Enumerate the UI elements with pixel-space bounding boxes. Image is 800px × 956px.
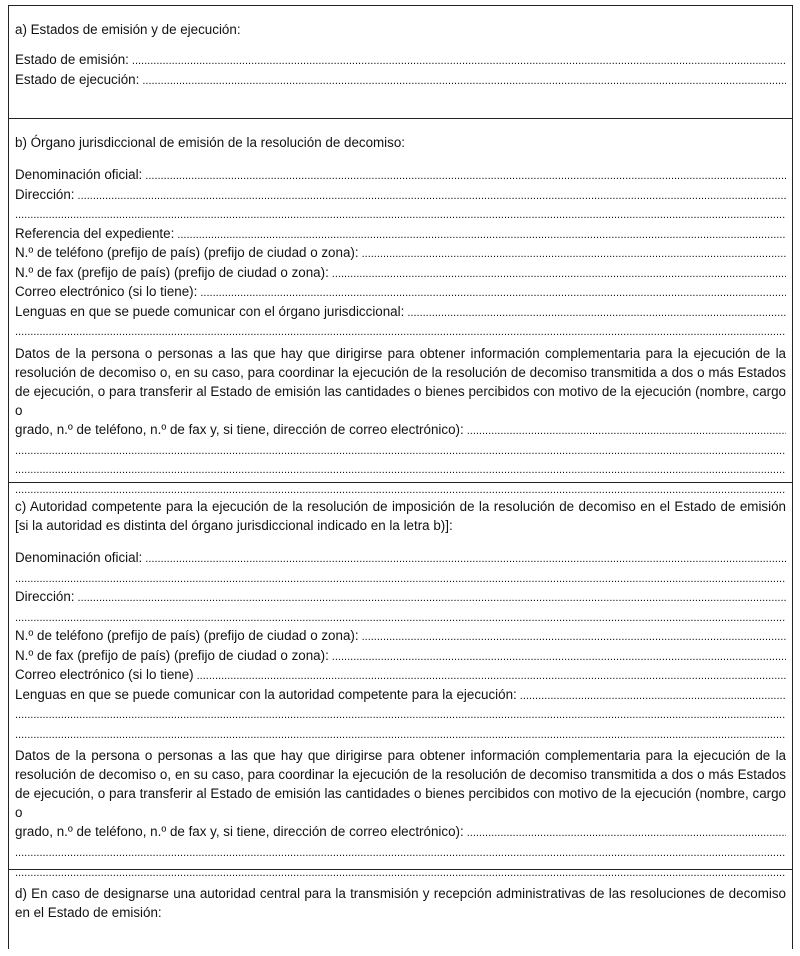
field-direccion[interactable] (15, 588, 786, 608)
section-c (8, 482, 793, 870)
dotted-line (197, 666, 786, 686)
field-lenguas-cont[interactable] (15, 322, 786, 342)
field-label: grado, n.º de teléfono, n.º de fax y, si tiene, dirección de correo electrónico): (15, 824, 464, 839)
field-label: N.º de fax (prefijo de país) (prefijo de ciudad o zona): (15, 647, 329, 663)
field-correo[interactable] (15, 283, 786, 303)
field-label: Lenguas en que se puede comunicar con el órgano jurisdiccional: (15, 303, 405, 319)
section-d-heading: d) En caso de designarse una autoridad central para la transmisión y recepción administrativas de las resoluciones de decomiso en el Estado de emisión: (15, 886, 786, 920)
dotted-line (15, 322, 786, 342)
dotted-line (467, 420, 786, 441)
section-c-heading: c) Autoridad competente para la ejecución de la resolución de imposición de la resolución de decomiso en el Estado de emisión [si la autoridad es distinta del órgano jurisdiccional indicado en la letra b)]: (15, 499, 786, 533)
section-a-heading: a) Estados de emisión y de ejecución: (15, 22, 241, 37)
field-label: Correo electrónico (si lo tiene) (15, 667, 194, 682)
field-label: grado, n.º de teléfono, n.º de fax y, si tiene, dirección de correo electrónico): (15, 421, 464, 437)
dotted-line (520, 686, 786, 706)
dotted-line (332, 647, 786, 667)
dotted-line (200, 283, 786, 303)
dotted-line (15, 705, 786, 725)
section-b-heading: b) Órgano jurisdiccional de emisión de la resolución de decomiso: (15, 135, 406, 150)
dotted-line (15, 608, 786, 628)
dotted-line (407, 303, 786, 323)
blank-line[interactable] (15, 863, 786, 883)
field-label: Estado de ejecución: (15, 71, 140, 87)
dotted-line (15, 460, 786, 480)
field-label: Referencia del expediente: (15, 225, 175, 241)
field-referencia[interactable] (15, 225, 786, 245)
dotted-line (15, 441, 786, 461)
field-label: Lenguas en que se puede comunicar con la autoridad competente para la ejecución: (15, 686, 517, 702)
section-b (8, 118, 793, 483)
field-label: Estado de emisión: (15, 52, 129, 67)
dotted-line (78, 588, 786, 608)
field-lenguas[interactable] (15, 303, 786, 323)
blank-line[interactable] (15, 441, 786, 461)
blank-line[interactable] (15, 843, 786, 863)
field-telefono[interactable] (15, 627, 786, 647)
contact-instructions: Datos de la persona o personas a las que hay que dirigirse para obtener información complementaria para la ejecución de la resolución de decomiso o, en su caso, para coordinar la ejecución de la resolución de decomiso transmitida a dos o más Estados de ejecución, o para transferir al Estado de emisión las cantidades o bienes percibidos con motivo de la ejecución (nombre, cargo o (15, 748, 786, 820)
field-lenguas-cont[interactable] (15, 725, 786, 745)
dotted-line (15, 569, 786, 589)
field-estado-ejecucion[interactable] (15, 71, 786, 91)
field-label: N.º de teléfono (prefijo de país) (prefijo de ciudad o zona): (15, 628, 359, 643)
field-label: Denominación oficial: (15, 167, 143, 182)
blank-line[interactable] (15, 460, 786, 480)
dotted-line (15, 843, 786, 863)
field-label: N.º de teléfono (prefijo de país) (prefijo de ciudad o zona): (15, 245, 359, 260)
field-contact-details[interactable] (15, 822, 786, 843)
field-label: N.º de fax (prefijo de país) (prefijo de ciudad o zona): (15, 264, 329, 280)
field-fax[interactable] (15, 264, 786, 284)
field-estado-emision[interactable] (15, 51, 786, 71)
dotted-line (362, 627, 786, 647)
field-label: Dirección: (15, 589, 75, 604)
dotted-line (142, 71, 786, 91)
field-label: Correo electrónico (si lo tiene): (15, 284, 198, 299)
dotted-line (15, 863, 786, 883)
field-fax[interactable] (15, 647, 786, 667)
field-denominacion[interactable] (15, 549, 786, 569)
contact-instructions: Datos de la persona o personas a las que hay que dirigirse para obtener información complementaria para la ejecución de la resolución de decomiso o, en su caso, para coordinar la ejecución de la resolución de decomiso transmitida a dos o más Estados de ejecución, o para transferir al Estado de emisión las cantidades o bienes percibidos con motivo de la ejecución (nombre, cargo o (15, 345, 786, 418)
field-direccion-cont[interactable] (15, 608, 786, 628)
dotted-line (145, 549, 786, 569)
form (8, 6, 793, 949)
dotted-line (467, 822, 786, 843)
field-direccion-cont[interactable] (15, 205, 786, 225)
field-direccion[interactable] (15, 186, 786, 206)
field-denominacion-cont[interactable] (15, 569, 786, 589)
field-lenguas[interactable] (15, 686, 786, 706)
field-label: Dirección: (15, 186, 75, 202)
section-a (8, 5, 793, 119)
dotted-line (15, 205, 786, 225)
dotted-line (78, 186, 786, 206)
field-contact-details[interactable] (15, 420, 786, 441)
field-correo[interactable] (15, 666, 786, 686)
dotted-line (145, 166, 786, 186)
dotted-line (332, 264, 786, 284)
field-telefono[interactable] (15, 244, 786, 264)
dotted-line (132, 51, 786, 71)
dotted-line (177, 225, 786, 245)
field-denominacion[interactable] (15, 166, 786, 186)
dotted-line (15, 725, 786, 745)
field-label: Denominación oficial: (15, 550, 143, 565)
dotted-line (362, 244, 786, 264)
field-lenguas-cont[interactable] (15, 705, 786, 725)
